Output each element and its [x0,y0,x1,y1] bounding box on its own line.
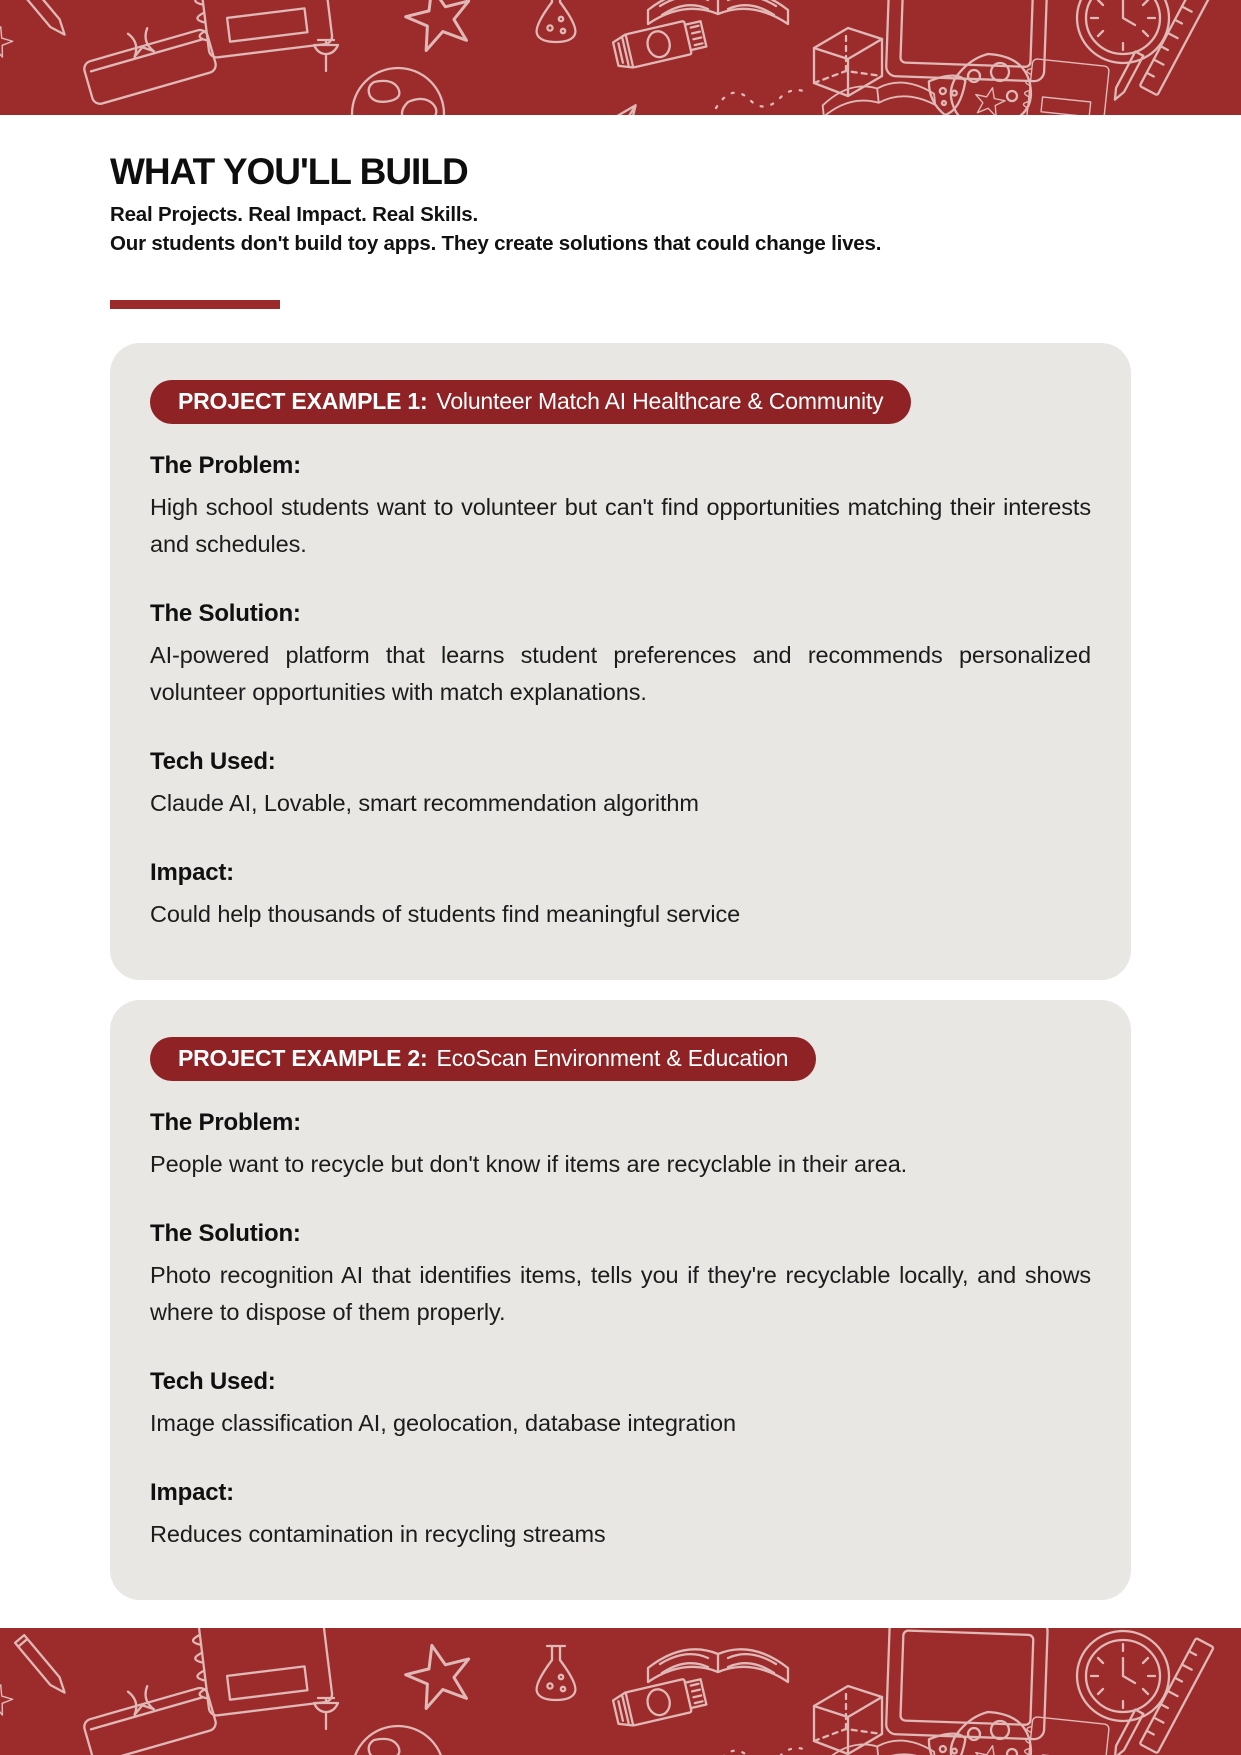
section-body: People want to recycle but don't know if items are recyclable in their area. [150,1151,908,1177]
section-heading: Impact: [150,1479,234,1506]
section-body: Could help thousands of students find meaningful service [150,901,741,927]
section-body: AI-powered platform that learns student preferences and recommends personalized volunteer opportunities with match explanations. [150,642,1091,705]
page-subtitle-1: Real Projects. Real Impact. Real Skills. [110,203,479,226]
project-1-pill-title: Volunteer Match AI Healthcare & Community [436,388,884,414]
project-2-pill-label: PROJECT EXAMPLE 2: [178,1045,428,1071]
project-2-pill-title: EcoScan Environment & Education [436,1045,789,1071]
project-1-pill [150,380,911,424]
section-heading: Tech Used: [150,1368,276,1395]
section-heading: The Solution: [150,600,301,627]
top-decorative-band [0,0,1241,115]
section-heading: The Solution: [150,1220,301,1247]
project-card-2 [110,1000,1131,1600]
section-body: Photo recognition AI that identifies items, tells you if they're recyclable locally, and shows where to dispose of them properly. [150,1262,1091,1325]
section-body: Claude AI, Lovable, smart recommendation algorithm [150,790,699,816]
section-heading: The Problem: [150,452,301,479]
project-1-impact-section [150,858,1091,933]
project-1-pill-label: PROJECT EXAMPLE 1: [178,388,428,414]
section-heading: Impact: [150,859,234,886]
page-subtitle-2: Our students don't build toy apps. They create solutions that could change lives. [110,231,882,255]
bottom-decorative-band [0,1628,1241,1755]
project-card-1 [110,343,1131,980]
page-title: WHAT YOU'LL BUILD [110,151,468,192]
section-body: Reduces contamination in recycling streams [150,1521,606,1547]
red-divider [110,300,280,309]
section-heading: The Problem: [150,1109,301,1136]
project-2-solution-section [150,1219,1091,1331]
project-2-tech-section [150,1367,1091,1442]
section-body: Image classification AI, geolocation, database integration [150,1410,736,1436]
project-1-solution-section [150,599,1091,711]
project-2-pill [150,1037,816,1081]
project-2-impact-section [150,1478,1091,1553]
school-doodles-pattern-icon [0,1628,1241,1755]
project-1-problem-section [150,451,1091,563]
project-1-tech-section [150,747,1091,822]
project-2-problem-section [150,1108,1091,1183]
page-content [110,0,1131,1600]
section-heading: Tech Used: [150,748,276,775]
school-doodles-pattern-icon [0,0,1241,115]
section-body: High school students want to volunteer but can't find opportunities matching their interests and schedules. [150,494,1091,557]
